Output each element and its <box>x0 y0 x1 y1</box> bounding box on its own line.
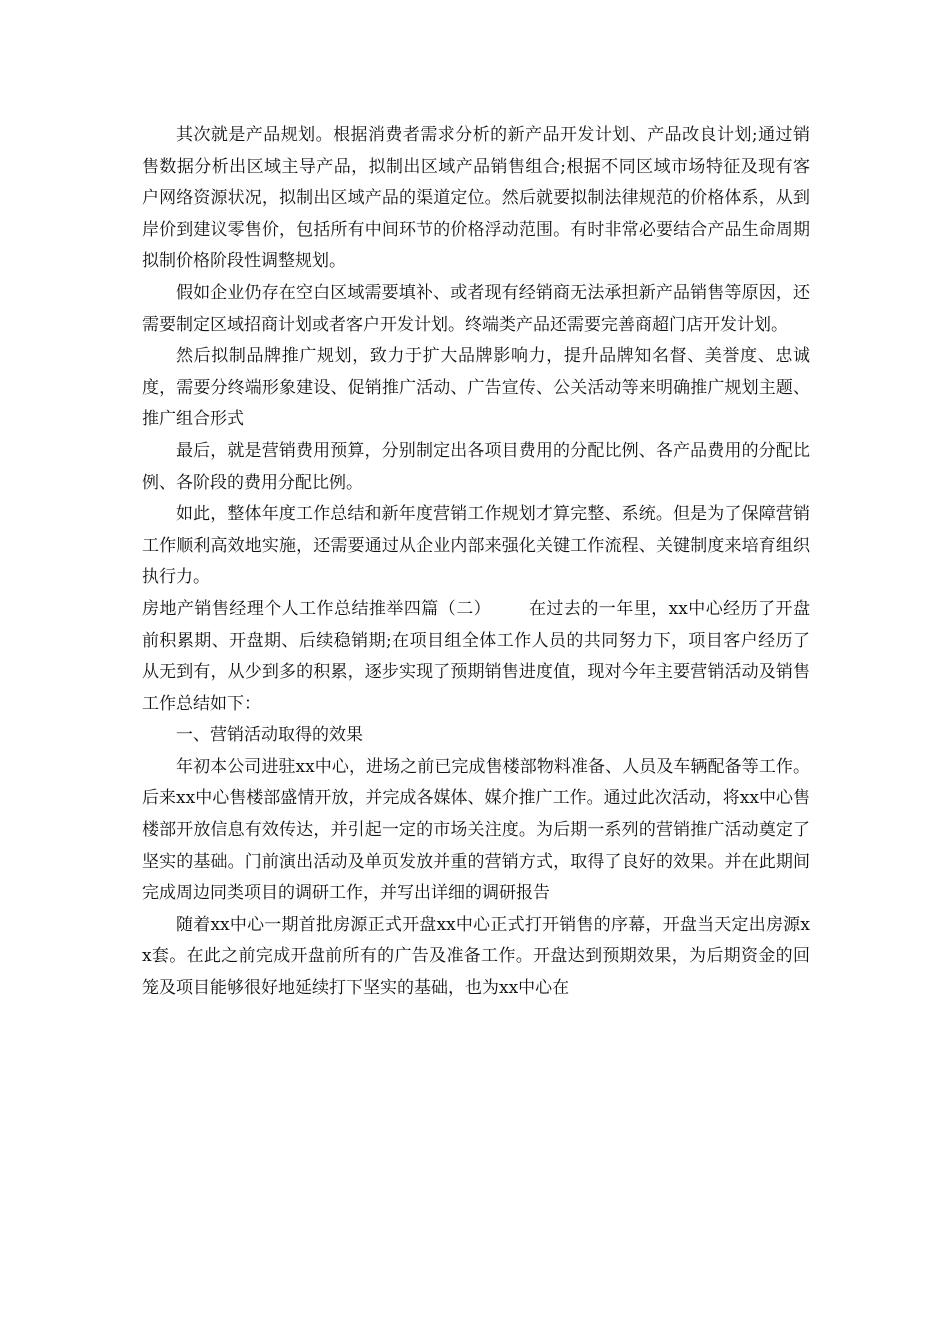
paragraph-execution: 如此，整体年度工作总结和新年度营销工作规划才算完整、系统。但是为了保障营销工作顺利高效地实施，还需要通过从企业内部来强化关键工作流程、关键制度来培育组织执行力。 <box>142 504 810 588</box>
paragraph-first-phase-opening: 随着xx中心一期首批房源正式开盘xx中心正式打开销售的序幕，开盘当天定出房源xx套。在此之前完成开盘前所有的广告及准备工作。开盘达到预期效果，为后期资金的回笼及项目能够很好地延续打下坚实的基础，也为xx中心在 <box>142 914 810 999</box>
paragraph-sales-office-opening: 年初本公司进驻xx中心，进场之前已完成售楼部物料准备、人员及车辆配备等工作。后来xx中心售楼部盛情开放，并完成各媒体、媒介推广工作。通过此次活动，将xx中心售楼部开放信息有效传达，并引起一定的市场关注度。为后期一系列的营销推广活动奠定了坚实的基础。门前演出活动及单页发放并重的营销方式，取得了良好的效果。并在此期间完成周边同类项目的调研工作，并写出详细的调研报告 <box>142 756 810 904</box>
section-intro: 在过去的一年里，xx中心经历了开盘前积累期、开盘期、后续稳销期;在项目组全体工作人员的共同努力下，项目客户经历了从无到有，从少到多的积累，逐步实现了预期销售进度值，现对今年主要营销活动及销售工作总结如下： <box>142 598 810 714</box>
paragraph-regional-recruitment: 假如企业仍存在空白区域需要填补、或者现有经销商无法承担新产品销售等原因，还需要制定区域招商计划或者客户开发计划。终端类产品还需要完善商超门店开发计划。 <box>142 282 810 335</box>
paragraph-brand-promotion: 然后拟制品牌推广规划，致力于扩大品牌影响力，提升品牌知名督、美誉度、忠诚度，需要分终端形象建设、促销推广活动、广告宣传、公关活动等来明确推广规划主题、推广组合形式 <box>142 346 810 430</box>
heading-marketing-effects: 一、营销活动取得的效果 <box>176 725 363 746</box>
section-paragraph <box>142 594 810 720</box>
paragraph-marketing-budget: 最后，就是营销费用预算，分别制定出各项目费用的分配比例、各产品费用的分配比例、各阶段的费用分配比例。 <box>142 440 810 493</box>
section-title: 房地产销售经理个人工作总结推举四篇（二） <box>142 598 492 619</box>
paragraph-product-planning: 其次就是产品规划。根据消费者需求分析的新产品开发计划、产品改良计划;通过销售数据分析出区域主导产品，拟制出区域产品销售组合;根据不同区域市场特征及现有客户网络资源状况，拟制出区域产品的渠道定位。然后就要拟制法律规范的价格体系，从到岸价到建议零售价，包括所有中间环节的价格浮动范围。有时非常必要结合产品生命周期拟制价格阶段性调整规划。 <box>142 125 810 272</box>
document-page <box>142 120 810 1005</box>
